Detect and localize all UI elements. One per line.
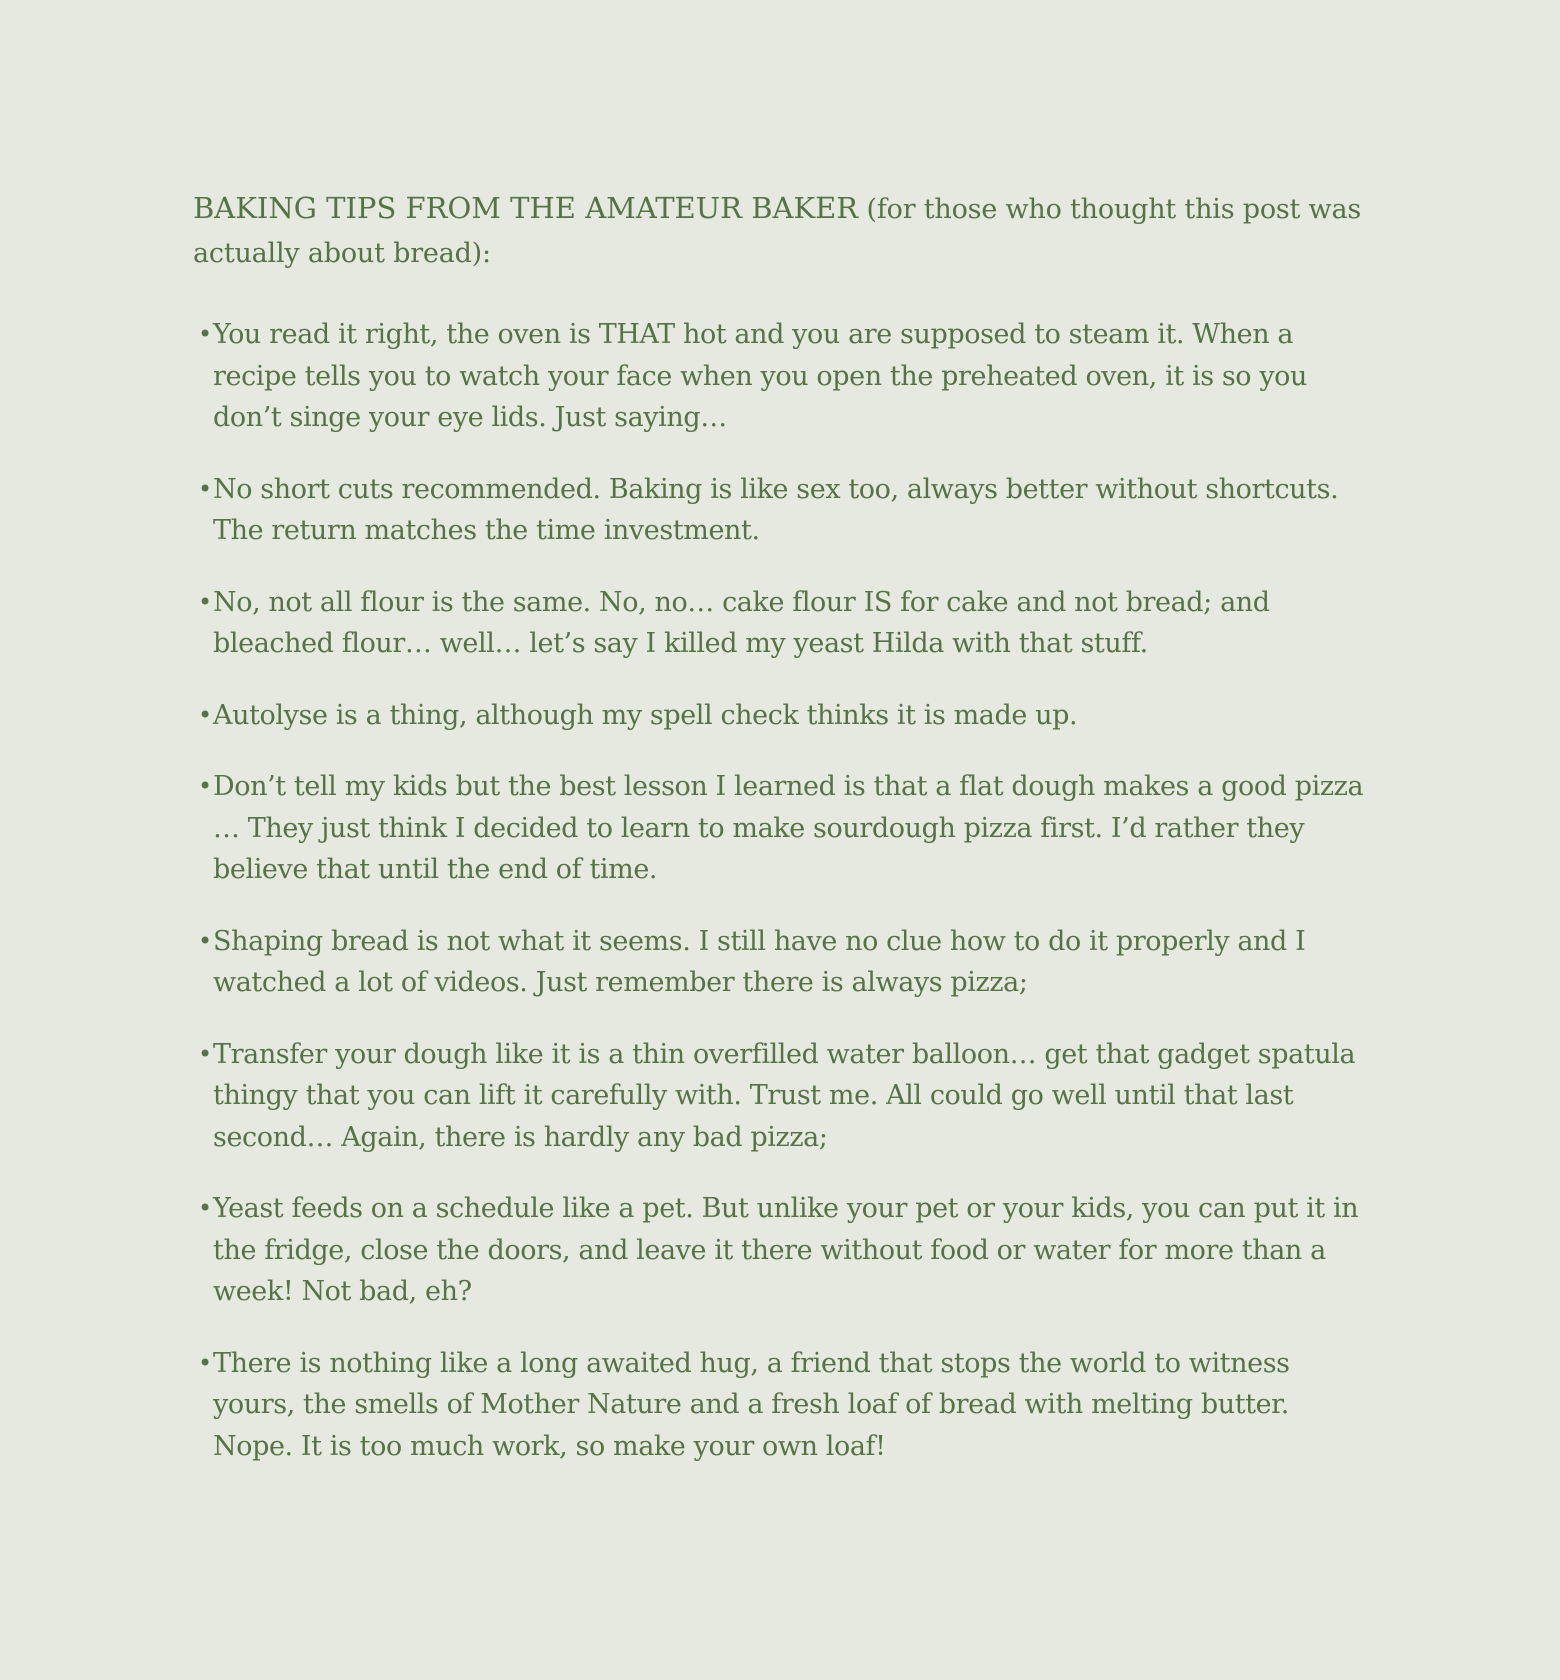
tip-item — [193, 1343, 1373, 1468]
bullet-icon: • — [198, 926, 212, 955]
tips-list — [193, 314, 1373, 1467]
tip-text: Shaping bread is not what it seems. I still have no clue how to do it properly and I watched a lot of videos. Just remember there is always pizza; — [213, 925, 1306, 998]
bullet-icon: • — [198, 587, 212, 616]
tips-subheading: (for those who thought this post was actually about bread): — [193, 194, 1362, 269]
tip-item — [193, 766, 1373, 891]
tip-text: No, not all flour is the same. No, no… cake flour IS for cake and not bread; and bleached flour… well… let’s say I killed my yeast Hilda with that stuff. — [213, 586, 1270, 659]
tips-heading: BAKING TIPS FROM THE AMATEUR BAKER — [193, 191, 859, 225]
tip-item — [193, 1188, 1373, 1313]
tip-text: No short cuts recommended. Baking is like sex too, always better without shortcuts. The return matches the time investment. — [213, 473, 1339, 546]
tip-item — [193, 921, 1373, 1004]
bullet-icon: • — [198, 1348, 212, 1377]
bullet-icon: • — [198, 1039, 212, 1068]
tip-text: Transfer your dough like it is a thin overfilled water balloon… get that gadget spatula thingy that you can lift it carefully with. Trust me. All could go well until that last second… Again, there is hardly any bad pizza; — [213, 1038, 1356, 1153]
tips-intro-paragraph — [193, 186, 1373, 276]
bullet-icon: • — [198, 474, 212, 503]
tip-text: There is nothing like a long awaited hug, a friend that stops the world to witness yours, the smells of Mother Nature and a fresh loaf of bread with melting butter. Nope. It is too much work, so make your own loaf! — [213, 1347, 1290, 1462]
tip-text: Yeast feeds on a schedule like a pet. But unlike your pet or your kids, you can put it in the fridge, close the doors, and leave it there without food or water for more than a week! Not bad, eh? — [213, 1193, 1359, 1307]
tip-item — [193, 582, 1373, 665]
tip-text: Don’t tell my kids but the best lesson I learned is that a flat dough makes a good pizza … They just think I decided to learn to make sourdough pizza first. I’d rather they believe that until the end of time. — [213, 771, 1364, 885]
tip-item — [193, 314, 1373, 439]
tip-text: You read it right, the oven is THAT hot and you are supposed to steam it. When a recipe tells you to watch your face when you open the preheated oven, it is so you don’t singe your eye lids. Just saying… — [213, 319, 1308, 433]
tip-item — [193, 1034, 1373, 1159]
blog-post-body — [193, 186, 1373, 1497]
bullet-icon: • — [198, 772, 212, 800]
tip-text: Autolyse is a thing, although my spell check thinks it is made up. — [213, 699, 1078, 731]
bullet-icon: • — [198, 320, 212, 348]
bullet-icon: • — [198, 1194, 212, 1222]
bullet-icon: • — [198, 700, 212, 729]
tip-item — [193, 695, 1373, 737]
tip-item — [193, 469, 1373, 552]
